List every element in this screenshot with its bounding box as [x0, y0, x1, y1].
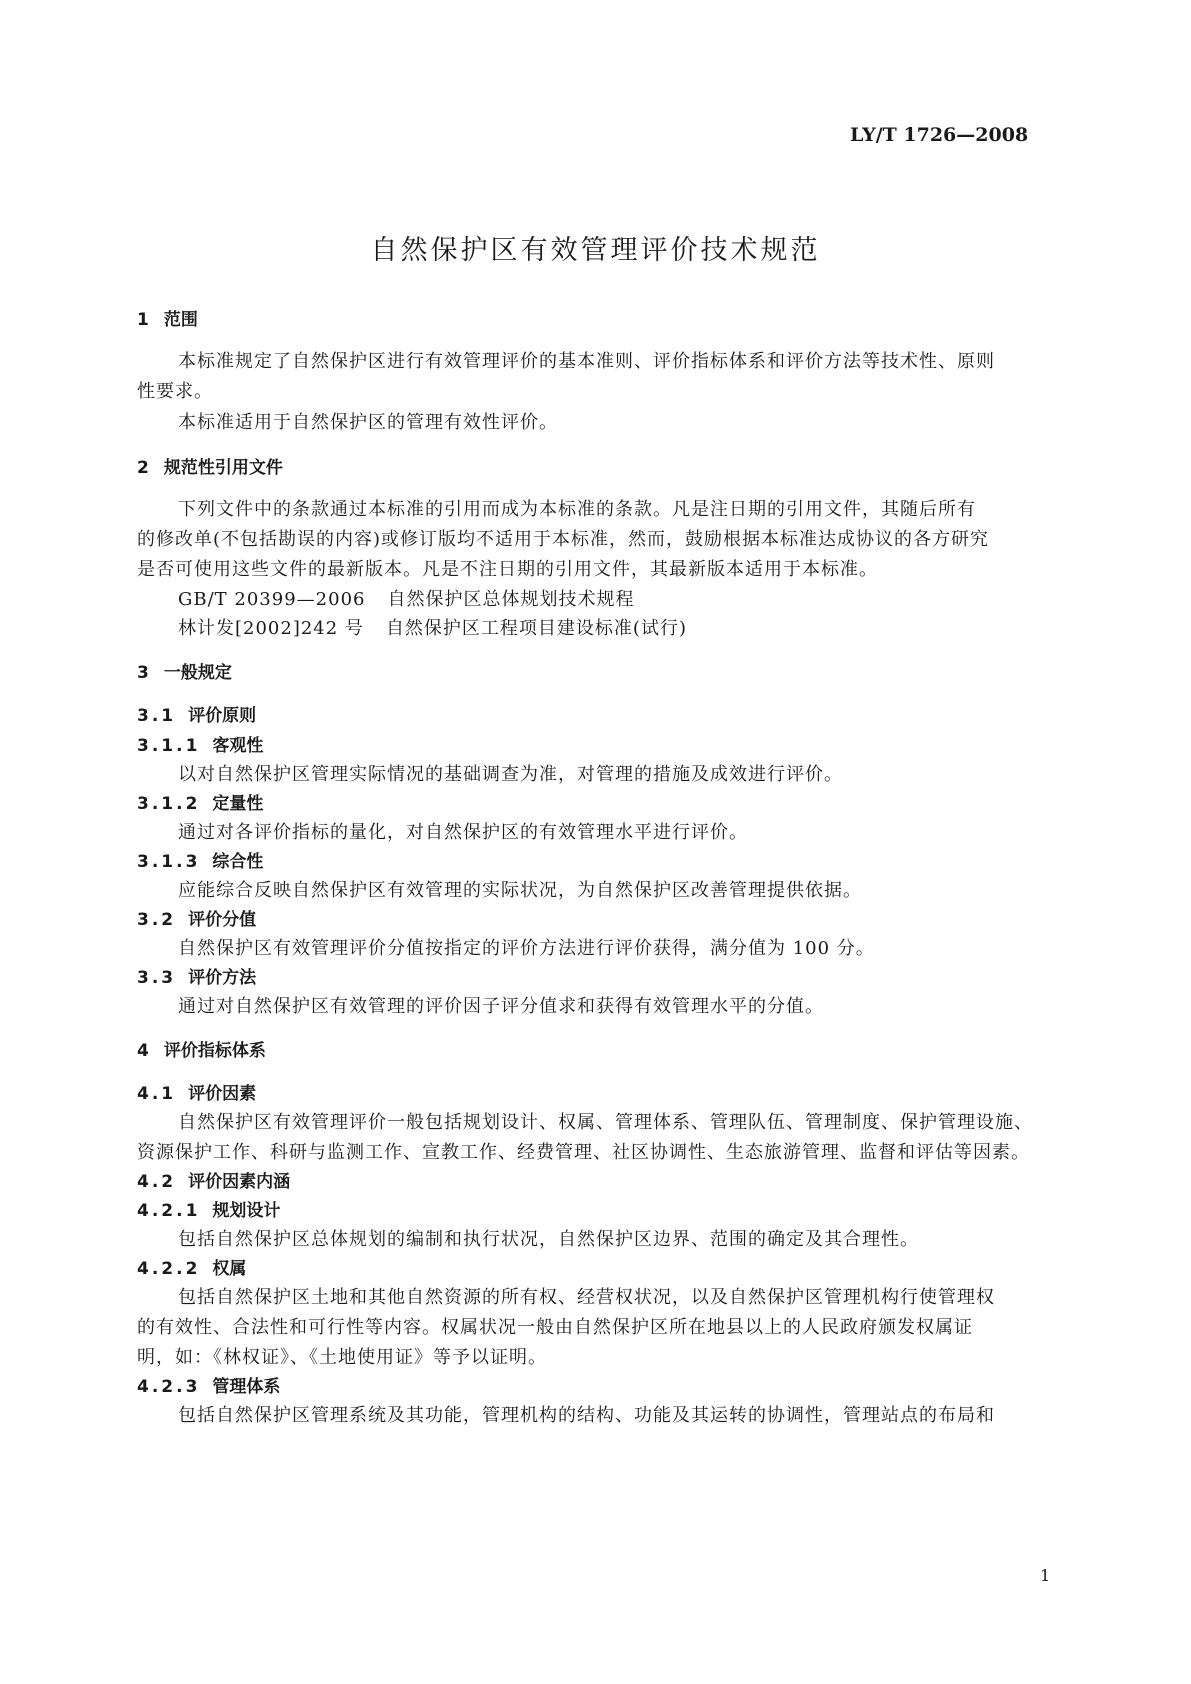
section-number: 4.2.1 — [137, 1201, 201, 1221]
section-title: 权属 — [212, 1259, 247, 1279]
section-title: 综合性 — [212, 852, 264, 872]
paragraph-line: 明，如：《林权证》、《土地使用证》等予以证明。 — [137, 1347, 547, 1368]
subsection-heading — [137, 731, 263, 756]
paragraph-line: 自然保护区有效管理评价分值按指定的评价方法进行评价获得，满分值为 100 分。 — [178, 938, 875, 959]
section-number: 1 — [137, 310, 152, 330]
standard-code: LY/T 1726—2008 — [850, 124, 1029, 146]
section-title: 范围 — [163, 310, 198, 330]
paragraph-line: 本标准适用于自然保护区的管理有效性评价。 — [178, 412, 558, 433]
section-number: 3.3 — [137, 968, 177, 988]
subsection-heading — [137, 963, 256, 988]
section-title: 评价原则 — [188, 706, 257, 726]
section-title: 评价因素内涵 — [188, 1172, 291, 1192]
section-title: 客观性 — [212, 736, 264, 756]
subsection-heading — [137, 789, 263, 814]
paragraph-line: 是否可使用这些文件的最新版本。凡是不注日期的引用文件，其最新版本适用于本标准。 — [137, 559, 878, 580]
paragraph-line: 本标准规定了自然保护区进行有效管理评价的基本准则、评价指标体系和评价方法等技术性、原则 — [178, 351, 995, 372]
paragraph-line: 包括自然保护区总体规划的编制和执行状况，自然保护区边界、范围的确定及其合理性。 — [178, 1229, 919, 1250]
reference-title: 自然保护区总体规划技术规程 — [387, 589, 635, 610]
document-title: 自然保护区有效管理评价技术规范 — [370, 235, 821, 266]
section-title: 管理体系 — [212, 1377, 281, 1397]
paragraph-line: 性要求。 — [137, 381, 213, 402]
section-title: 规划设计 — [212, 1201, 281, 1221]
paragraph-line: 包括自然保护区土地和其他自然资源的所有权、经营权状况，以及自然保护区管理机构行使管理权 — [178, 1287, 995, 1308]
paragraph-line: 的修改单(不包括勘误的内容)或修订版均不适用于本标准，然而，鼓励根据本标准达成协议的各方研究 — [137, 529, 990, 550]
section-number: 3 — [137, 663, 152, 683]
section-4-heading — [137, 1036, 266, 1061]
subsection-heading — [137, 847, 263, 872]
reference-code: GB/T 20399—2006 — [178, 589, 366, 610]
section-number: 3.1 — [137, 706, 177, 726]
section-number: 4 — [137, 1041, 152, 1061]
section-number: 3.1.2 — [137, 794, 201, 814]
paragraph-line: 下列文件中的条款通过本标准的引用而成为本标准的条款。凡是注日期的引用文件，其随后所有 — [178, 499, 976, 520]
section-title: 定量性 — [212, 794, 264, 814]
section-3-heading — [137, 658, 232, 683]
section-title: 规范性引用文件 — [163, 458, 283, 478]
section-title: 评价因素 — [188, 1084, 257, 1104]
subsection-heading — [137, 1079, 256, 1104]
section-number: 3.1.1 — [137, 736, 201, 756]
subsection-heading — [137, 1372, 280, 1397]
section-number: 3.1.3 — [137, 852, 201, 872]
section-1-heading — [137, 305, 198, 330]
section-title: 评价指标体系 — [163, 1041, 266, 1061]
section-number: 4.2.3 — [137, 1377, 201, 1397]
page-number: 1 — [1040, 1566, 1051, 1585]
paragraph-line: 应能综合反映自然保护区有效管理的实际状况，为自然保护区改善管理提供依据。 — [178, 880, 862, 901]
section-title: 一般规定 — [163, 663, 232, 683]
paragraph-line: 资源保护工作、科研与监测工作、宣教工作、经费管理、社区协调性、生态旅游管理、监督和评估等因素。 — [137, 1142, 1030, 1163]
section-number: 4.2.2 — [137, 1259, 201, 1279]
reference-code: 林计发[2002]242 号 — [178, 618, 364, 639]
subsection-heading — [137, 1254, 246, 1279]
subsection-heading — [137, 1167, 290, 1192]
section-number: 3.2 — [137, 910, 177, 930]
reference-title: 自然保护区工程项目建设标准(试行) — [385, 618, 687, 639]
paragraph-line: 通过对各评价指标的量化，对自然保护区的有效管理水平进行评价。 — [178, 822, 748, 843]
section-title: 评价分值 — [188, 910, 257, 930]
section-title: 评价方法 — [188, 968, 257, 988]
reference-item — [178, 585, 634, 611]
section-number: 4.2 — [137, 1172, 177, 1192]
reference-item — [178, 614, 687, 640]
subsection-heading — [137, 905, 256, 930]
paragraph-line: 包括自然保护区管理系统及其功能，管理机构的结构、功能及其运转的协调性，管理站点的布局和 — [178, 1405, 995, 1426]
section-number: 2 — [137, 458, 152, 478]
section-number: 4.1 — [137, 1084, 177, 1104]
subsection-heading — [137, 701, 256, 726]
section-2-heading — [137, 453, 283, 478]
paragraph-line: 自然保护区有效管理评价一般包括规划设计、权属、管理体系、管理队伍、管理制度、保护管理设施、 — [178, 1112, 1033, 1133]
paragraph-line: 以对自然保护区管理实际情况的基础调查为准，对管理的措施及成效进行评价。 — [178, 764, 843, 785]
paragraph-line: 通过对自然保护区有效管理的评价因子评分值求和获得有效管理水平的分值。 — [178, 996, 824, 1017]
subsection-heading — [137, 1196, 280, 1221]
paragraph-line: 的有效性、合法性和可行性等内容。权属状况一般由自然保护区所在地县以上的人民政府颁发权属证 — [137, 1317, 973, 1338]
